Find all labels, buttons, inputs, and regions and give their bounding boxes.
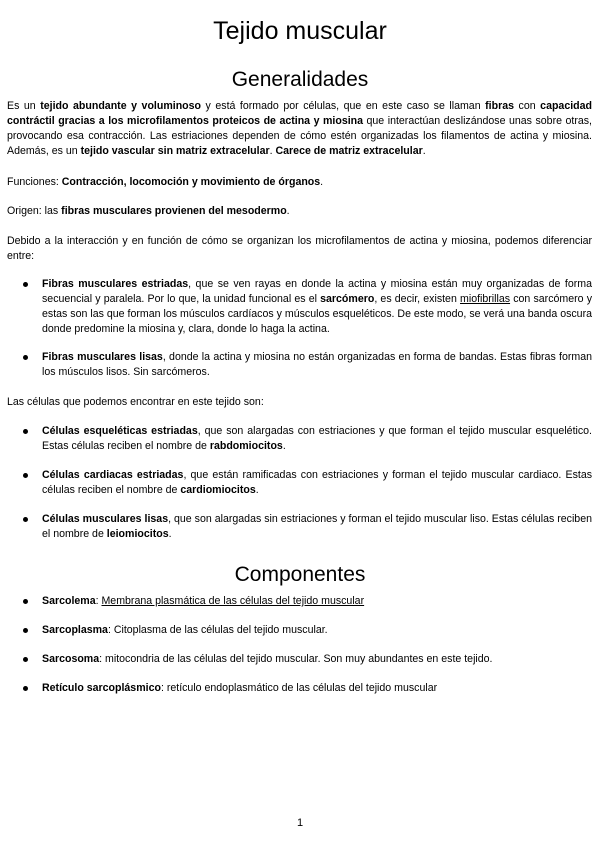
page-title: Tejido muscular (213, 17, 387, 45)
bullet-icon (23, 599, 28, 604)
list-item-celulas-cardiacas: Células cardiacas estriadas, que están ramificadas con estriaciones y forman el tejido muscular cardiaco. Estas células reciben el nombre de cardiomiocitos. (26, 468, 592, 498)
list-item-fibras-estriadas: Fibras musculares estriadas, que se ven rayas en donde la actina y miosina están muy organizadas de forma secuencial y paralela. Por lo que, la unidad funcional es el sarcómero, es decir, existen miofibrillas con sarcómero y estas son las que forman los músculos cardíacos y músculos esqueléticos. De este modo, se verá una banda oscura donde predomine la miosina y, clara, donde lo haga la actina. (26, 277, 592, 337)
paragraph-origen: Origen: las fibras musculares provienen del mesodermo. (7, 205, 290, 217)
paragraph-intro: Es un tejido abundante y voluminoso y está formado por células, que en este caso se llaman fibras con capacidad contráctil gracias a los microfilamentos proteicos de actina y miosina que interactúan deslizándose unas sobre otras, provocando esa contracción. Las estriaciones dependen de cómo estén organizadas los filamentos de actina y miosina. Además, es un tejido vascular sin matriz extracelular. Carece de matriz extracelular. (7, 100, 592, 157)
heading-generalidades: Generalidades (231, 68, 369, 91)
list-item-sarcosoma: Sarcosoma: mitocondria de las células del tejido muscular. Son muy abundantes en este tejido. (26, 652, 592, 667)
bullet-icon (23, 429, 28, 434)
list-item-sarcolema: Sarcolema: Membrana plasmática de las células del tejido muscular (26, 594, 592, 609)
list-item-celulas-esqueleticas: Células esqueléticas estriadas, que son alargadas con estriaciones y que forman el tejido muscular esquelético. Estas células reciben el nombre de rabdomiocitos. (26, 424, 592, 454)
paragraph-celulas: Las células que podemos encontrar en este tejido son: (7, 396, 264, 408)
paragraph-diferenciar: Debido a la interacción y en función de cómo se organizan los microfilamentos de actina y miosina, podemos diferenciar entre: (7, 235, 592, 262)
page-number: 1 (296, 817, 304, 829)
bullet-icon (23, 355, 28, 360)
list-item-fibras-lisas: Fibras musculares lisas, donde la actina y miosina no están organizadas en forma de bandas. Estas fibras forman los músculos lisos. Sin sarcómeros. (26, 350, 592, 380)
bullet-icon (23, 628, 28, 633)
list-item-celulas-lisas: Células musculares lisas, que son alargadas sin estriaciones y forman el tejido muscular liso. Estas células reciben el nombre de leiomiocitos. (26, 512, 592, 542)
bullet-icon (23, 686, 28, 691)
bullet-icon (23, 517, 28, 522)
list-item-reticulo-sarcoplasmico: Retículo sarcoplásmico: retículo endoplasmático de las células del tejido muscular (26, 681, 592, 696)
paragraph-funciones: Funciones: Contracción, locomoción y movimiento de órganos. (7, 176, 324, 188)
heading-componentes: Componentes (234, 563, 366, 586)
bullet-icon (23, 473, 28, 478)
list-item-sarcoplasma: Sarcoplasma: Citoplasma de las células del tejido muscular. (26, 623, 592, 638)
bullet-icon (23, 657, 28, 662)
bullet-icon (23, 282, 28, 287)
